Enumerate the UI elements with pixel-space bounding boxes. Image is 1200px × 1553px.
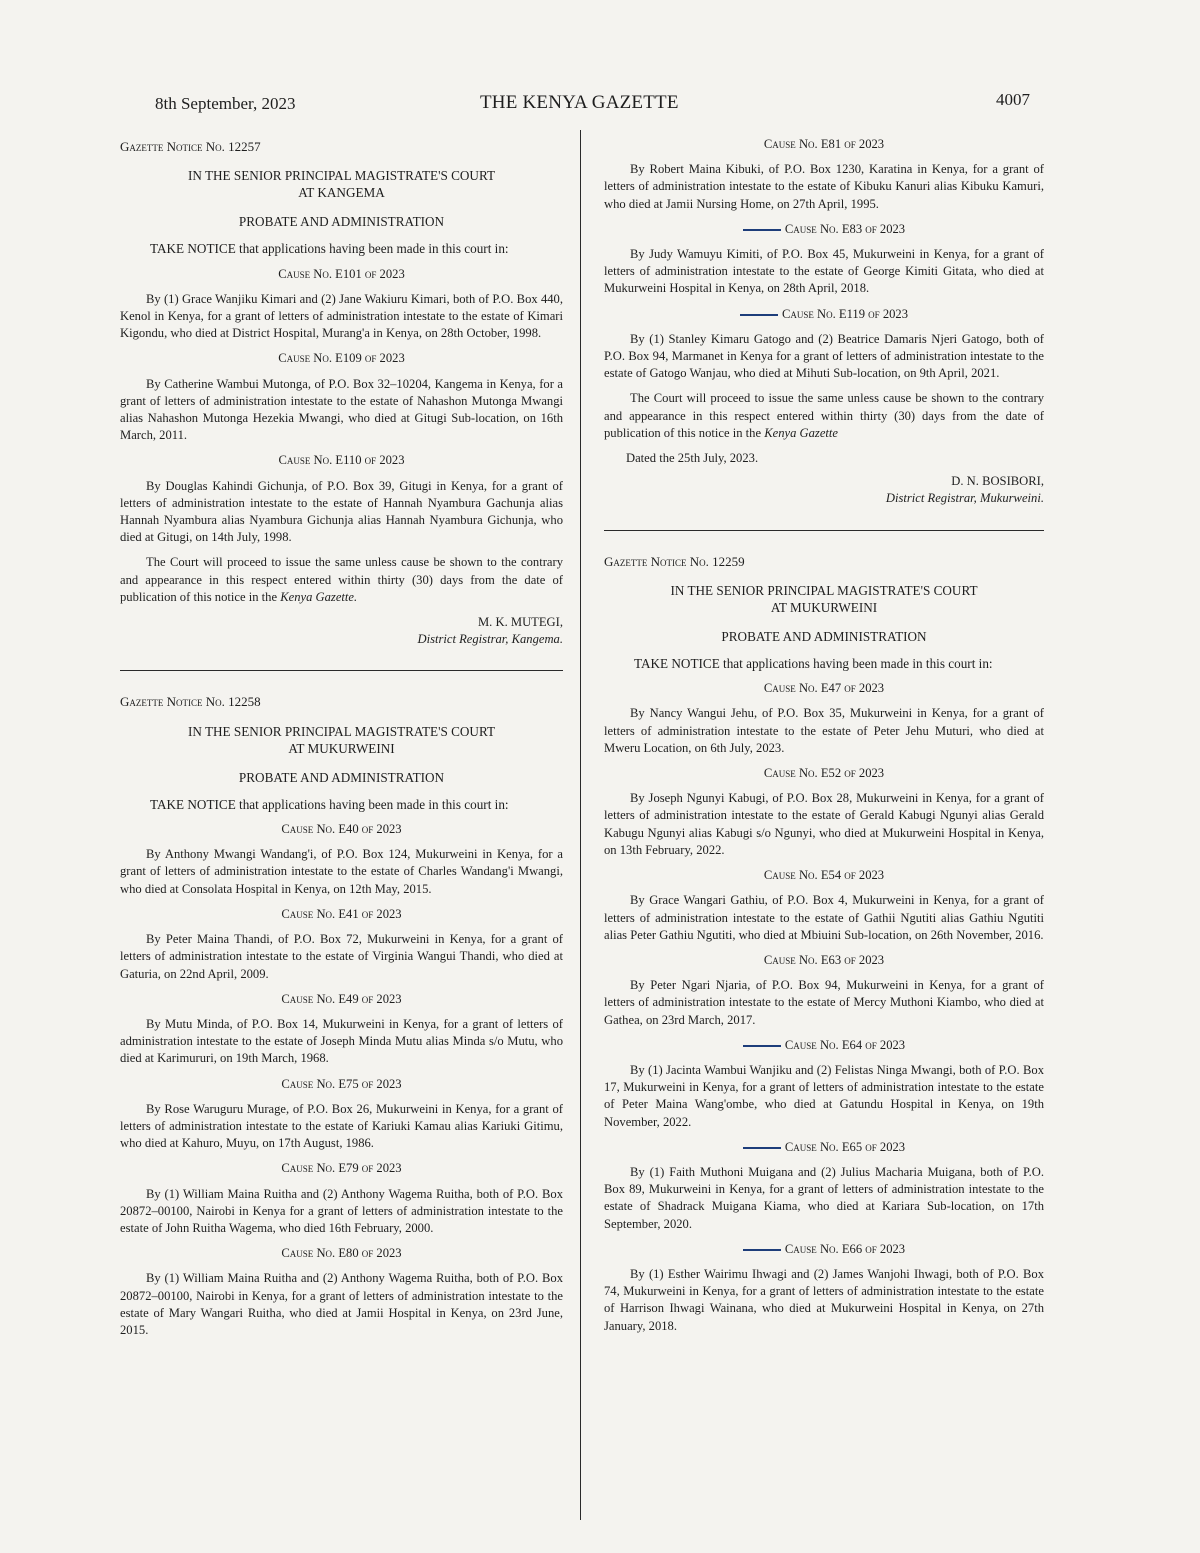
closing-text: The Court will proceed to issue the same unless cause be shown to the contrary and appearance in this respect entered within thirty (30) days from the date of publication of this notice in the [604,391,1044,440]
court-line-2: AT MUKURWEINI [770,599,878,615]
signature-block [120,614,563,648]
cause-title: Cause No. E41 of 2023 [281,906,402,921]
closing-paragraph [120,554,563,606]
right-column [604,136,1044,1343]
notice-number: Gazette Notice No. 12258 [120,694,261,710]
pen-mark [743,229,781,231]
cause-entry: By Robert Maina Kibuki, of P.O. Box 1230, Karatina in Kenya, for a grant of letters of administration intestate to the estate of Kibuku Kanuri alias Kibuku Kamuri, who died at Jamii Nursing Home, on 27th April, 1995. [604,162,1044,211]
cause-title-text: Cause No. E119 of 2023 [781,306,909,321]
cause-entry: By Nancy Wangui Jehu, of P.O. Box 35, Mukurweini in Kenya, for a grant of letters of administration intestate to the estate of Peter Jehu Muturi, who died at Mweru Location, on 6th July, 2023. [604,706,1044,755]
cause-title: Cause No. E49 of 2023 [281,991,402,1006]
cause-entry: By Anthony Mwangi Wandang'i, of P.O. Box 124, Mukurweini in Kenya, for a grant of letters of administration intestate to the estate of Charles Wandang'i Mwangi, who died at Consolata Hospital in Kenya, on 12th May, 2015. [120,847,563,896]
signer-name: D. N. BOSIBORI, [951,474,1044,489]
cause-title: Cause No. E75 of 2023 [281,1076,402,1091]
signer-name: M. K. MUTEGI, [477,615,563,630]
gazette-notice-12259 [604,553,1044,1335]
cause-title: Cause No. E101 of 2023 [278,266,405,281]
cause-title: Cause No. E54 of 2023 [763,868,885,883]
cause-entry: By Douglas Kahindi Gichunja, of P.O. Box 39, Gitugi in Kenya, for a grant of letters of administration intestate to the estate of Hannah Nyambura Gachunja alias Hannah Nyambura alias Nyambura Gichunja alias Hannah Nyambura Gichunja, who died at Gitugi, on 14th July, 1998. [120,478,563,545]
cause-title: Cause No. E81 of 2023 [763,137,885,151]
cause-entry: By Mutu Minda, of P.O. Box 14, Mukurweini in Kenya, for a grant of letters of administration intestate to the estate of Joseph Minda Mutu alias Minda s/o Mutu, who died at Karimururi, on 19th March, 1968. [120,1016,563,1066]
cause-title-text: Cause No. E83 of 2023 [784,221,906,236]
court-line-1: IN THE SENIOR PRINCIPAL MAGISTRATE'S COURT [188,168,495,184]
cause-title: Cause No. E110 of 2023 [278,453,405,468]
cause-entry: By Judy Wamuyu Kimiti, of P.O. Box 45, Mukurweini in Kenya, for a grant of letters of administration intestate to the estate of George Kimiti Gitata, who died at Mukurweini Hospital in Kenya, on 28th April, 2018. [604,247,1044,296]
signer-role: District Registrar, Kangema. [417,632,563,647]
court-heading [120,167,563,201]
cause-title-text: Cause No. E64 of 2023 [784,1037,906,1052]
section-heading: PROBATE AND ADMINISTRATION [238,214,445,230]
cause-title-with-mark [604,1241,1044,1258]
cause-title: Cause No. E47 of 2023 [763,681,885,696]
cause-title: Cause No. E52 of 2023 [763,766,885,781]
court-line-1: IN THE SENIOR PRINCIPAL MAGISTRATE'S COURT [670,582,978,598]
cause-title: Cause No. E109 of 2023 [278,351,405,366]
cause-entry: By (1) Esther Wairimu Ihwagi and (2) James Wanjohi Ihwagi, both of P.O. Box 74, Mukurweini in Kenya, for a grant of letters of administration intestate to the estate of Harrison Ihwagi Wainana, who died at Mukurweini Hospital in Kenya, on 27th January, 2018. [604,1266,1044,1333]
court-line-1: IN THE SENIOR PRINCIPAL MAGISTRATE'S COURT [188,723,495,739]
cause-title-text: Cause No. E65 of 2023 [784,1139,906,1154]
cause-title: Cause No. E40 of 2023 [281,822,402,837]
notice-separator [120,670,563,671]
closing-gazette-name: Kenya Gazette [764,425,838,440]
notice-intro: TAKE NOTICE that applications having been made in this court in: [634,656,993,672]
cause-entry: By (1) Grace Wanjiku Kimari and (2) Jane Wakiuru Kimari, both of P.O. Box 440, Kenol in Kenya, for a grant of letters of administration intestate to the estate of Kimari Kigondu, who died at District Hospital, Murang'a in Kenya, on 28th October, 1998. [120,291,563,341]
court-heading [120,723,563,757]
dated-line: Dated the 25th July, 2023. [626,451,759,466]
header-title: THE KENYA GAZETTE [480,92,679,113]
pen-mark [740,314,778,316]
notice-number: Gazette Notice No. 12257 [120,139,261,154]
cause-title: Cause No. E79 of 2023 [281,1161,402,1176]
cause-title-with-mark [604,306,1044,323]
pen-mark [743,1147,781,1149]
closing-paragraph [604,390,1044,442]
cause-entry: By Peter Ngari Njaria, of P.O. Box 94, Mukurweini in Kenya, for a grant of letters of administration intestate to the estate of Mercy Muthoni Kiambo, who died at Gathea, on 23rd March, 2017. [604,978,1044,1027]
court-line-2: AT KANGEMA [298,185,385,201]
closing-gazette-name: Kenya Gazette. [280,589,358,604]
section-heading: PROBATE AND ADMINISTRATION [238,769,445,785]
left-column [120,136,563,1347]
notice-intro: TAKE NOTICE that applications having been made in this court in: [150,241,509,257]
gazette-notice-12258-continued [604,136,1044,508]
section-heading: PROBATE AND ADMINISTRATION [721,628,927,644]
cause-title: Cause No. E63 of 2023 [763,952,885,967]
pen-mark [743,1249,781,1251]
header-date: 8th September, 2023 [155,94,296,113]
cause-entry: By (1) Stanley Kimaru Gatogo and (2) Beatrice Damaris Njeri Gatogo, both of P.O. Box 94, Marmanet in Kenya for a grant of letters of administration intestate to the estate of Gatogo Wanjau, who died at Mihuti Sub-location, on 9th April, 2021. [604,331,1044,381]
notice-separator [604,530,1044,531]
signature-block [604,473,1044,507]
cause-entry: By Catherine Wambui Mutonga, of P.O. Box 32–10204, Kangema in Kenya, for a grant of letters of administration intestate to the estate of Nahashon Mutonga Mwangi alias Nahashon Mutonga Hezekia Mwangi, who died at Gitugi Sub-location, on 16th March, 2011. [120,376,563,443]
notice-number: Gazette Notice No. 12259 [604,553,745,569]
gazette-notice-12258 [120,693,563,1339]
cause-title-with-mark [604,1139,1044,1156]
cause-entry: By Joseph Ngunyi Kabugi, of P.O. Box 28, Mukurweini in Kenya, for a grant of letters of administration intestate to the estate of Gerald Kabugi Ngunyi alias Gerald Kabugu Ngunyi alias Kabugi s/o Ngunyi, who died at Mukurweini Hospital in Kenya, on 13th February, 2022. [604,791,1044,857]
court-line-2: AT MUKURWEINI [288,740,395,756]
cause-title-with-mark [604,221,1044,238]
cause-title: Cause No. E80 of 2023 [281,1246,402,1261]
gazette-notice-12257 [120,138,563,648]
cause-entry: By (1) William Maina Ruitha and (2) Anthony Wagema Ruitha, both of P.O. Box 20872–00100, Nairobi in Kenya, for a grant of letters of administration intestate to the estate of Mary Wangari Ruitha, who died at Jamii Hospital in Kenya, on 23rd June, 2015. [120,1271,563,1337]
header-page-number: 4007 [996,90,1030,109]
court-heading [604,582,1044,616]
cause-entry: By Peter Maina Thandi, of P.O. Box 72, Mukurweini in Kenya, for a grant of letters of administration intestate to the estate of Virginia Wangui Thandi, who died at Gaturia, on 22nd April, 2009. [120,932,563,981]
cause-entry: By (1) William Maina Ruitha and (2) Anthony Wagema Ruitha, both of P.O. Box 20872–00100, Nairobi in Kenya for a grant of letters of administration intestate to the estate of John Ruitha Wagema, who died 16th February, 2000. [120,1186,563,1235]
cause-title-with-mark [604,1037,1044,1054]
cause-entry: By (1) Faith Muthoni Muigana and (2) Julius Macharia Muigana, both of P.O. Box 89, Mukurweini in Kenya, for a grant of letters of administration intestate to the estate of Shadrack Muigana Kiama, who died at Kariara Sub-location, on 17th September, 2020. [604,1164,1044,1231]
cause-title-text: Cause No. E66 of 2023 [784,1241,906,1256]
notice-intro: TAKE NOTICE that applications having been made in this court in: [150,796,509,812]
column-divider [580,130,581,1520]
closing-text: The Court will proceed to issue the same unless cause be shown to the contrary and appearance in this respect entered within thirty (30) days from the date of publication of this notice in the [120,555,563,604]
pen-mark [743,1045,781,1047]
cause-entry: By Grace Wangari Gathiu, of P.O. Box 4, Mukurweini in Kenya, for a grant of letters of administration intestate to the estate of Gathii Ngutiti alias Gathiu Ngutiti alias Peter Gathiu Ngutiti, who died at Mbiuini Sub-location, on 26th November, 2016. [604,893,1044,942]
signer-role: District Registrar, Mukurweini. [885,491,1044,506]
cause-entry: By (1) Jacinta Wambui Wanjiku and (2) Felistas Ninga Mwangi, both of P.O. Box 17, Mukurweini in Kenya, for a grant of letters of administration intestate to the estate of Peter Maina Wang'ombe, who died at Gatundu Hospital in Kenya, on 19th November, 2022. [604,1062,1044,1129]
cause-entry: By Rose Waruguru Murage, of P.O. Box 26, Mukurweini in Kenya, for a grant of letters of administration intestate to the estate of Kariuki Kamau alias Kariuki Gitimu, who died at Kahuro, Muyu, on 17th August, 1986. [120,1101,563,1151]
